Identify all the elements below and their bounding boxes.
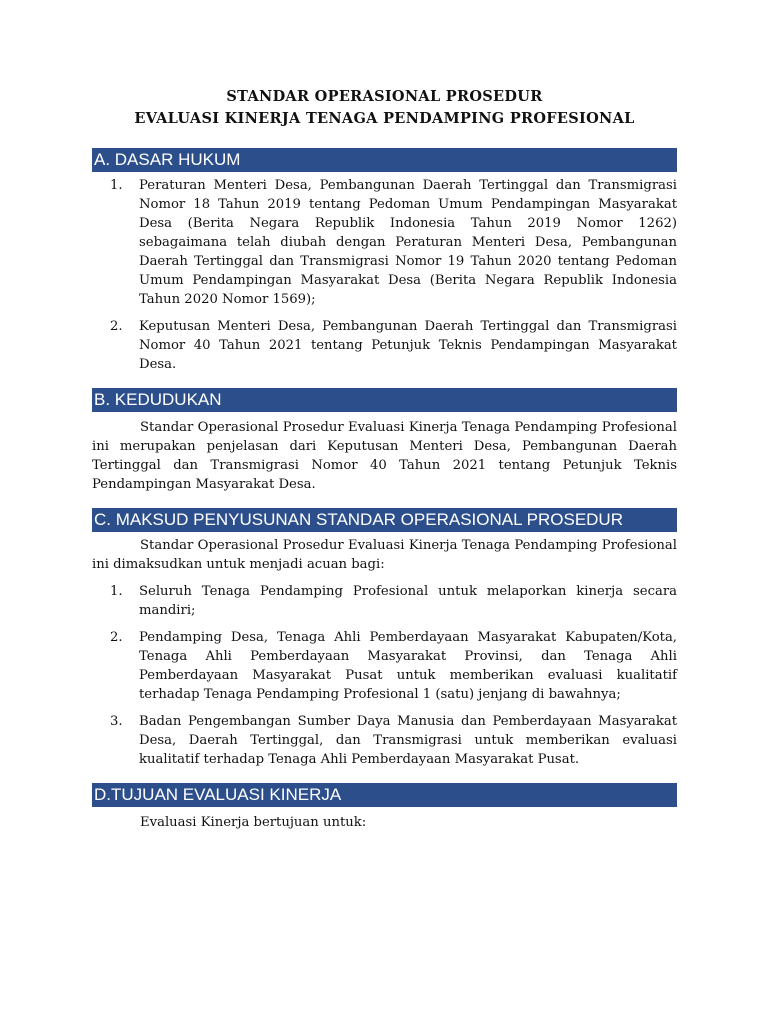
list-number: 2.: [110, 630, 123, 645]
list-number: 3.: [110, 714, 123, 729]
list-number: 1.: [110, 178, 123, 193]
document-content: [92, 86, 677, 832]
list-number: 2.: [110, 319, 123, 334]
list-text: Badan Pengembangan Sumber Daya Manusia dan Pemberdayaan Masyarakat Desa, Daerah Tertinggal, dan Transmigrasi untuk memberikan evaluasi kualitatif terhadap Tenaga Ahli Pemberdayaan Masyarakat Pusat.: [139, 714, 677, 767]
list-item: [92, 628, 677, 704]
list-item: [92, 712, 677, 769]
list-text: Peraturan Menteri Desa, Pembangunan Daerah Tertinggal dan Transmigrasi Nomor 18 Tahun 2019 tentang Pedoman Umum Pendampingan Masyarakat Desa (Berita Negara Republik Indonesia Tahun 2019 Nomor 1262) sebagaimana telah diubah dengan Peraturan Menteri Desa, Pembangunan Daerah Tertinggal dan Transmigrasi Nomor 19 Tahun 2020 tentang Pedoman Umum Pendampingan Masyarakat Desa (Berita Negara Republik Indonesia Tahun 2020 Nomor 1569);: [139, 178, 677, 307]
tujuan-paragraph: Evaluasi Kinerja bertujuan untuk:: [140, 815, 367, 830]
list-item: [92, 582, 677, 620]
title-line-1: STANDAR OPERASIONAL PROSEDUR: [226, 88, 543, 105]
list-text: Keputusan Menteri Desa, Pembangunan Daerah Tertinggal dan Transmigrasi Nomor 40 Tahun 2021 tentang Petunjuk Teknis Pendampingan Masyarakat Desa.: [139, 319, 677, 372]
maksud-paragraph: Standar Operasional Prosedur Evaluasi Kinerja Tenaga Pendamping Profesional ini dimaksudkan untuk menjadi acuan bagi:: [92, 538, 677, 572]
list-item: [92, 317, 677, 374]
section-heading-maksud: C. MAKSUD PENYUSUNAN STANDAR OPERASIONAL PROSEDUR: [92, 508, 677, 532]
title-line-2: EVALUASI KINERJA TENAGA PENDAMPING PROFESIONAL: [134, 110, 635, 127]
dasar-hukum-list: [92, 176, 677, 374]
section-heading-kedudukan: B. KEDUDUKAN: [92, 388, 677, 412]
section-heading-dasar-hukum: A. DASAR HUKUM: [92, 148, 677, 172]
list-text: Pendamping Desa, Tenaga Ahli Pemberdayaan Masyarakat Kabupaten/Kota, Tenaga Ahli Pemberdayaan Masyarakat Provinsi, dan Tenaga Ahli Pemberdayaan Masyarakat Pusat untuk memberikan evaluasi kualitatif terhadap Tenaga Pendamping Profesional 1 (satu) jenjang di bawahnya;: [139, 630, 677, 702]
maksud-list: [92, 582, 677, 769]
list-number: 1.: [110, 584, 123, 599]
document-title: [92, 86, 677, 130]
list-item: [92, 176, 677, 309]
list-text: Seluruh Tenaga Pendamping Profesional untuk melaporkan kinerja secara mandiri;: [139, 584, 677, 618]
kedudukan-paragraph: Standar Operasional Prosedur Evaluasi Kinerja Tenaga Pendamping Profesional ini merupakan penjelasan dari Keputusan Menteri Desa, Pembangunan Daerah Tertinggal dan Transmigrasi Nomor 40 Tahun 2021 tentang Petunjuk Teknis Pendampingan Masyarakat Desa.: [92, 420, 677, 492]
section-heading-tujuan: D.TUJUAN EVALUASI KINERJA: [92, 783, 677, 807]
